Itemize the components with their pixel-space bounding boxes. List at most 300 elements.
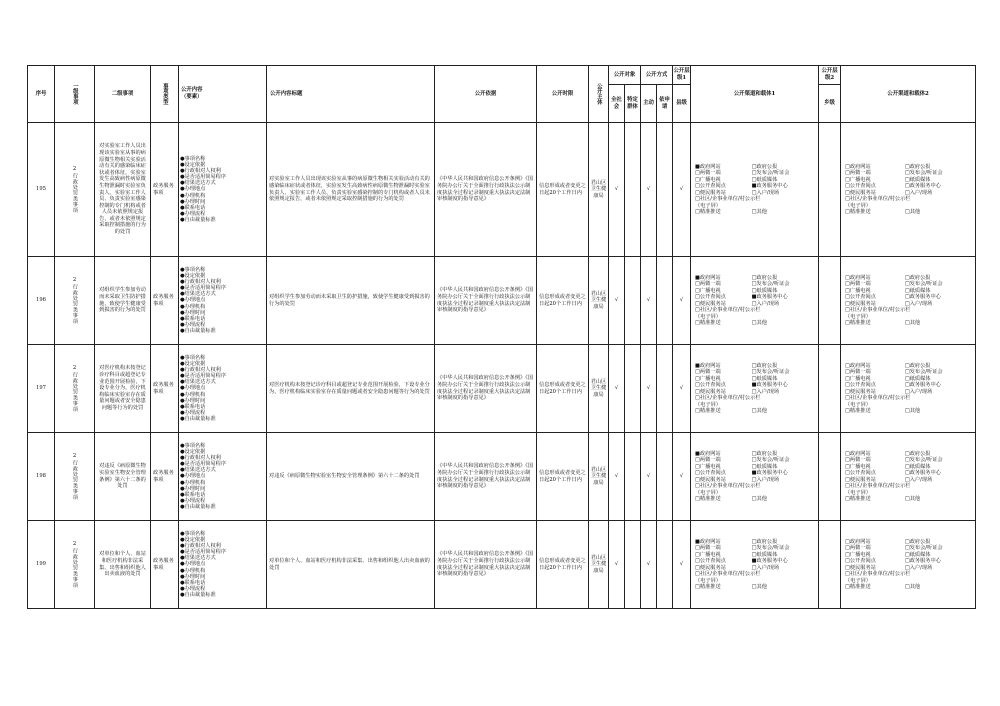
row-standard: 对医疗机构未按登记诊疗科目或超登记专业范围开展检验，下设专业分为，医疗机构临床实验室存在质量问题或者安全隐患问题等行为的处罚 <box>267 345 435 433</box>
content-item: ●自由裁量标准 <box>180 217 216 224</box>
header-level2-hdr: 公开层级2 <box>819 66 841 85</box>
channel-option: □其他 <box>751 496 767 502</box>
content-item: ●办理机构 <box>180 391 206 398</box>
header-level2: 二级事项 <box>95 66 151 123</box>
channel-option: □精准推送 <box>695 209 721 215</box>
content-item: ●事项名称 <box>180 354 206 361</box>
channel-option: □其他 <box>904 320 921 326</box>
channel-option: □纸质媒体 <box>904 287 931 294</box>
channel-option: □政府公报 <box>904 163 931 170</box>
channel-option: □其他 <box>904 496 921 502</box>
content-item: ●行政相对人权利 <box>180 454 221 461</box>
channel-option: □政府网站 <box>845 163 871 170</box>
channel-option: □广播电视 <box>695 176 721 183</box>
channel-option: □政府公报 <box>751 450 778 457</box>
row-level1: 2 行政处罚类事项 <box>55 433 95 521</box>
channel-option: （电子屏） <box>695 401 721 408</box>
row-method-apply <box>657 521 673 609</box>
content-item: ●自由裁量标准 <box>180 416 216 423</box>
channel-option: □社区/企事业单位/村公示栏 <box>845 483 911 489</box>
channel-option: □政府网站 <box>845 274 871 281</box>
channel-option: □广播电视 <box>845 551 871 558</box>
channel-option: □公开查阅点 <box>845 183 876 189</box>
channel-option: （电子屏） <box>695 489 721 496</box>
channel-option: □公开查阅点 <box>695 382 726 388</box>
content-item: ●是否适用简易程序 <box>180 174 227 181</box>
channel-option: ■政务服务中心 <box>751 470 788 476</box>
content-item: ●结果送达方式 <box>180 291 216 298</box>
channel-option: □政务服务中心 <box>904 558 941 564</box>
header-channel1: 公开渠道和载体1 <box>691 66 819 123</box>
row-method-apply <box>657 123 673 257</box>
channel-option: □公开查阅点 <box>695 470 726 476</box>
channel-option: □纸质媒体 <box>751 375 778 382</box>
channel-option: □政府公报 <box>751 163 778 170</box>
channel-option: □精准推送 <box>695 408 721 414</box>
header-subject: 公开主体 <box>589 66 609 123</box>
content-item: ●办理地点 <box>180 385 206 392</box>
row-standard: 对违反《病原微生物实验室生物安全管理条例》第六十二条的处罚 <box>267 433 435 521</box>
channel-option: ■政府网站 <box>695 538 721 545</box>
channel-option: ■政务服务中心 <box>751 294 788 300</box>
header-level1: 一级事项 <box>55 66 95 123</box>
content-item: ●办理机构 <box>180 303 206 310</box>
content-item: ●结果送达方式 <box>180 180 216 187</box>
row-object-specific <box>625 345 641 433</box>
channel-option: □其他 <box>751 209 767 215</box>
row-method-apply <box>657 257 673 345</box>
channel-option: □其他 <box>904 408 921 414</box>
header-standard: 公开内容标题 <box>267 66 435 123</box>
channel-option: □政府网站 <box>845 362 871 369</box>
row-county: √ <box>673 345 691 433</box>
row-township <box>819 257 841 345</box>
channel-option: □入户/现场 <box>751 189 780 196</box>
row-time: 信息形成或者变更之日起20个工作日内 <box>537 257 589 345</box>
row-county: √ <box>673 257 691 345</box>
channel-option: ■政府网站 <box>695 362 721 369</box>
channel-option: □公开查阅点 <box>695 558 726 564</box>
content-item: ●办理机构 <box>180 567 206 574</box>
content-item: ●办理流程 <box>180 498 206 505</box>
content-item: ●行政相对人权利 <box>180 366 221 373</box>
header-township: 乡级 <box>819 85 841 123</box>
content-item: ●行政相对人权利 <box>180 167 221 174</box>
row-level1: 2 行政处罚类事项 <box>55 123 95 257</box>
channel-option: □其他 <box>751 320 767 326</box>
channel-option: □便民服务站 <box>695 300 726 307</box>
channel-option: □两微一端 <box>695 369 721 375</box>
channel-option: □社区/企事业单位/村公示栏 <box>845 571 911 577</box>
content-item: ●设定依据 <box>180 448 206 455</box>
row-seq: 196 <box>28 257 55 345</box>
channel-option: □纸质媒体 <box>904 463 931 470</box>
row-channels2 <box>841 123 976 257</box>
header-object: 公开对象 <box>609 66 641 85</box>
channel-option: □发布会/听证会 <box>904 369 943 375</box>
row-standard: 对实验室工作人员出现该实验室从事的病原微生物相关实验活动有关的感染临床症状或者体征，实验室发生高致病性病原微生物泄漏时实验室负责人、实验室工作人员、负责实验室感染控制的专门机构或者人员未依照规定报告，或者未依照规定采取控制措施的行为的处罚 <box>267 123 435 257</box>
channel-option: □其他 <box>751 408 767 414</box>
content-item: ●办理流程 <box>180 410 206 417</box>
content-item: ●办理机构 <box>180 479 206 486</box>
row-level2: 对单位和个人、血站和医疗机构非法采集、出售和组织他人出卖血液的处罚 <box>95 521 151 609</box>
row-level2: 对实验室工作人员出现该实验室从事的病原微生物相关实验活动有关的感染临床症状或者体征，实验室发生高致病性病原微生物泄漏时实验室负责人、实验室工作人员、负责实验室感染控制的专门机构或者人员未依照规定报告，或者未依照规定采取控制措施的行为的处罚 <box>95 123 151 257</box>
row-type: 政务服务事项 <box>151 521 179 609</box>
content-item: ●是否适用简易程序 <box>180 285 227 292</box>
content-item: ●办理时间 <box>180 397 206 404</box>
row-level1: 2 行政处罚类事项 <box>55 521 95 609</box>
channel-option: □发布会/听证会 <box>904 281 943 287</box>
content-item: ●是否适用简易程序 <box>180 461 227 468</box>
row-channels1 <box>691 521 819 609</box>
content-item: ●联系电话 <box>180 579 206 586</box>
row-object-specific <box>625 433 641 521</box>
row-time: 信息形成或者变更之日起20个工作日内 <box>537 345 589 433</box>
row-method-apply <box>657 345 673 433</box>
row-object-specific <box>625 521 641 609</box>
row-object-specific <box>625 257 641 345</box>
channel-option: □入户/现场 <box>904 476 933 483</box>
channel-option: □公开查阅点 <box>845 382 876 388</box>
row-object-all: √ <box>609 123 625 257</box>
row-basis: 《中华人民共和国政府信息公开条例》《国务院办公厅关于全面推行行政执法公示制度执法全过程记录制度重大执法决定法制审核制度的指导意见》 <box>435 123 537 257</box>
content-item: ●办理流程 <box>180 322 206 329</box>
channel-option: □两微一端 <box>695 281 721 287</box>
row-channels1 <box>691 257 819 345</box>
content-item: ●行政相对人权利 <box>180 278 221 285</box>
channel-option: □社区/企事业单位/村公示栏 <box>845 196 911 202</box>
content-item: ●自由裁量标准 <box>180 592 216 599</box>
header-seq: 序号 <box>28 66 55 123</box>
channel-option: □政府公报 <box>904 274 931 281</box>
channel-option: □政府网站 <box>845 538 871 545</box>
row-township <box>819 123 841 257</box>
channel-option: □政务服务中心 <box>904 294 941 300</box>
content-item: ●行政相对人权利 <box>180 542 221 549</box>
channel-option: □两微一端 <box>695 170 721 176</box>
header-channel2: 公开渠道和载体2 <box>841 66 976 123</box>
row-object-all: √ <box>609 521 625 609</box>
channel-option: （电子屏） <box>695 577 721 584</box>
channel-option: □纸质媒体 <box>904 375 931 382</box>
header-type: 事项类型 <box>151 66 179 123</box>
row-content-items <box>179 123 267 257</box>
channel-option: □政务服务中心 <box>904 183 941 189</box>
channel-option: □入户/现场 <box>904 388 933 395</box>
channel-option: □两微一端 <box>695 457 721 463</box>
channel-option: ■政府网站 <box>695 274 721 281</box>
row-standard: 对组织学生参加劳动而未采取卫生防护措施，致使学生健康受到损害的行为的处罚 <box>267 257 435 345</box>
content-item: ●联系电话 <box>180 403 206 410</box>
channel-option: □政务服务中心 <box>904 470 941 476</box>
content-item: ●办理时间 <box>180 573 206 580</box>
table-row <box>28 433 976 521</box>
channel-option: ■政务服务中心 <box>751 183 788 189</box>
channel-option: □两微一端 <box>845 281 871 287</box>
row-county: √ <box>673 123 691 257</box>
row-object-specific <box>625 123 641 257</box>
channel-option: □广播电视 <box>845 463 871 470</box>
channel-option: □两微一端 <box>845 545 871 551</box>
channel-option: □入户/现场 <box>751 388 780 395</box>
header-object-all: 全社会 <box>609 85 625 123</box>
channel-option: □社区/企事业单位/村公示栏 <box>695 483 761 489</box>
header-time: 公开时限 <box>537 66 589 123</box>
channel-option: □入户/现场 <box>751 300 780 307</box>
channel-option: □入户/现场 <box>751 476 780 483</box>
content-item: ●事项名称 <box>180 266 206 273</box>
content-item: ●设定依据 <box>180 360 206 367</box>
channel-option: □公开查阅点 <box>845 294 876 300</box>
channel-option: □精准推送 <box>695 496 721 502</box>
channel-option: □精准推送 <box>845 408 871 414</box>
channel-option: □公开查阅点 <box>695 183 726 189</box>
content-item: ●办理时间 <box>180 309 206 316</box>
table-row <box>28 345 976 433</box>
row-time: 信息形成或者变更之日起20个工作日内 <box>537 123 589 257</box>
row-level2: 对违反《病原微生物实验室生物安全管理条例》第六十二条的处罚 <box>95 433 151 521</box>
channel-option: □两微一端 <box>845 457 871 463</box>
row-county: √ <box>673 521 691 609</box>
channel-option: □精准推送 <box>845 584 871 590</box>
content-item: ●自由裁量标准 <box>180 328 216 335</box>
row-basis: 《中华人民共和国政府信息公开条例》《国务院办公厅关于全面推行行政执法公示制度执法全过程记录制度重大执法决定法制审核制度的指导意见》 <box>435 521 537 609</box>
channel-option: □便民服务站 <box>845 388 876 395</box>
channel-option: □社区/企事业单位/村公示栏 <box>695 571 761 577</box>
channel-option: □广播电视 <box>695 551 721 558</box>
content-item: ●办理地点 <box>180 561 206 568</box>
table-row <box>28 257 976 345</box>
header-content: 公开内容 （要素） <box>179 66 267 123</box>
channel-option: □纸质媒体 <box>904 176 931 183</box>
channel-option: （电子屏） <box>845 313 871 320</box>
row-level2: 对组织学生参加劳动而未采取卫生防护措施，致使学生健康受到损害的行为的处罚 <box>95 257 151 345</box>
channel-option: □便民服务站 <box>845 476 876 483</box>
table-row <box>28 123 976 257</box>
row-content-items <box>179 521 267 609</box>
content-item: ●是否适用简易程序 <box>180 549 227 556</box>
row-type: 政务服务事项 <box>151 257 179 345</box>
channel-option: □政府公报 <box>904 450 931 457</box>
channel-option: □广播电视 <box>695 463 721 470</box>
content-item: ●自由裁量标准 <box>180 504 216 511</box>
row-method-active: √ <box>641 345 657 433</box>
channel-option: □入户/现场 <box>904 300 933 307</box>
channel-option: □公开查阅点 <box>695 294 726 300</box>
row-subject: 君山区卫生健康局 <box>589 345 609 433</box>
content-item: ●办理地点 <box>180 186 206 193</box>
row-method-apply <box>657 433 673 521</box>
channel-option: □公开查阅点 <box>845 470 876 476</box>
header-basis: 公开依据 <box>435 66 537 123</box>
channel-option: □发布会/听证会 <box>751 281 790 287</box>
content-item: ●联系电话 <box>180 315 206 322</box>
channel-option: □精准推送 <box>845 496 871 502</box>
content-item: ●联系电话 <box>180 491 206 498</box>
row-subject: 君山区卫生健康局 <box>589 521 609 609</box>
row-level1: 2 行政处罚类事项 <box>55 345 95 433</box>
channel-option: □广播电视 <box>845 176 871 183</box>
content-item: ●办理时间 <box>180 485 206 492</box>
row-basis: 《中华人民共和国政府信息公开条例》《国务院办公厅关于全面推行行政执法公示制度执法全过程记录制度重大执法决定法制审核制度的指导意见》 <box>435 257 537 345</box>
row-channels1 <box>691 433 819 521</box>
channel-option: □精准推送 <box>845 209 871 215</box>
channel-option: □便民服务站 <box>845 564 876 571</box>
row-county: √ <box>673 433 691 521</box>
content-item: ●设定依据 <box>180 161 206 168</box>
content-item: ●设定依据 <box>180 536 206 543</box>
channel-option: □入户/现场 <box>904 564 933 571</box>
channel-option: □政府公报 <box>751 538 778 545</box>
channel-option: □便民服务站 <box>845 300 876 307</box>
header-method-apply: 依申请 <box>657 85 673 123</box>
row-subject: 君山区卫生健康局 <box>589 123 609 257</box>
row-type: 政务服务事项 <box>151 433 179 521</box>
content-item: ●联系电话 <box>180 204 206 211</box>
content-item: ●办理地点 <box>180 473 206 480</box>
row-channels1 <box>691 123 819 257</box>
header-object-specific: 特定群体 <box>625 85 641 123</box>
channel-option: □纸质媒体 <box>904 551 931 558</box>
content-item: ●结果送达方式 <box>180 467 216 474</box>
channel-option: （电子屏） <box>845 401 871 408</box>
row-method-active: √ <box>641 123 657 257</box>
channel-option: □入户/现场 <box>904 189 933 196</box>
row-township <box>819 521 841 609</box>
row-content-items <box>179 345 267 433</box>
channel-option: □广播电视 <box>845 287 871 294</box>
channel-option: □发布会/听证会 <box>751 545 790 551</box>
row-method-active: √ <box>641 521 657 609</box>
channel-option: □其他 <box>904 209 921 215</box>
channel-option: □社区/企事业单位/村公示栏 <box>695 395 761 401</box>
channel-option: □纸质媒体 <box>751 463 778 470</box>
channel-option: □便民服务站 <box>695 476 726 483</box>
row-channels2 <box>841 345 976 433</box>
row-seq: 197 <box>28 345 55 433</box>
channel-option: □精准推送 <box>845 320 871 326</box>
channel-option: （电子屏） <box>845 489 871 496</box>
row-level2: 对医疗机构未按登记诊疗科目或超登记专业范围开展检验，下设专业分为，医疗机构临床实验室存在质量问题或者安全隐患问题等行为的处罚 <box>95 345 151 433</box>
channel-option: □广播电视 <box>695 375 721 382</box>
row-channels2 <box>841 433 976 521</box>
row-subject: 君山区卫生健康局 <box>589 257 609 345</box>
channel-option: □便民服务站 <box>695 189 726 196</box>
row-channels2 <box>841 257 976 345</box>
channel-option: □发布会/听证会 <box>904 170 943 176</box>
row-object-all: √ <box>609 345 625 433</box>
row-time: 信息形成或者变更之日起20个工作日内 <box>537 433 589 521</box>
row-time: 信息形成或者变更之日起20个工作日内 <box>537 521 589 609</box>
content-item: ●办理流程 <box>180 211 206 218</box>
table-row <box>28 521 976 609</box>
row-method-active: √ <box>641 257 657 345</box>
channel-option: □社区/企事业单位/村公示栏 <box>695 196 761 202</box>
channel-option: （电子屏） <box>695 313 721 320</box>
row-type: 政务服务事项 <box>151 345 179 433</box>
disclosure-table <box>27 65 976 609</box>
row-object-all: √ <box>609 257 625 345</box>
content-item: ●事项名称 <box>180 530 206 537</box>
channel-option: □政务服务中心 <box>904 382 941 388</box>
row-township <box>819 433 841 521</box>
content-item: ●办理时间 <box>180 198 206 205</box>
channel-option: □纸质媒体 <box>751 176 778 183</box>
row-basis: 《中华人民共和国政府信息公开条例》《国务院办公厅关于全面推行行政执法公示制度执法全过程记录制度重大执法决定法制审核制度的指导意见》 <box>435 433 537 521</box>
channel-option: □发布会/听证会 <box>751 170 790 176</box>
content-item: ●是否适用简易程序 <box>180 373 227 380</box>
row-content-items <box>179 433 267 521</box>
row-type: 政务服务事项 <box>151 123 179 257</box>
row-channels1 <box>691 345 819 433</box>
channel-option: □公开查阅点 <box>845 558 876 564</box>
row-seq: 199 <box>28 521 55 609</box>
channel-option: □发布会/听证会 <box>904 545 943 551</box>
channel-option: （电子屏） <box>845 577 871 584</box>
row-township <box>819 345 841 433</box>
channel-option: □两微一端 <box>845 170 871 176</box>
channel-option: ■政务服务中心 <box>751 558 788 564</box>
content-item: ●设定依据 <box>180 272 206 279</box>
row-method-active: √ <box>641 433 657 521</box>
channel-option: □其他 <box>904 584 921 590</box>
channel-option: □政府公报 <box>751 274 778 281</box>
channel-option: □两微一端 <box>845 369 871 375</box>
channel-option: □便民服务站 <box>695 388 726 395</box>
channel-option: ■政府网站 <box>695 163 721 170</box>
channel-option: □纸质媒体 <box>751 287 778 294</box>
row-object-all: √ <box>609 433 625 521</box>
channel-option: □政府公报 <box>904 538 931 545</box>
header-method: 公开方式 <box>641 66 673 85</box>
content-item: ●办理机构 <box>180 192 206 199</box>
content-item: ●事项名称 <box>180 442 206 449</box>
content-item: ●结果送达方式 <box>180 555 216 562</box>
channel-option: □社区/企事业单位/村公示栏 <box>695 307 761 313</box>
header-county: 县级 <box>673 85 691 123</box>
channel-option: □精准推送 <box>695 584 721 590</box>
row-content-items <box>179 257 267 345</box>
row-level1: 2 行政处罚类事项 <box>55 257 95 345</box>
content-item: ●事项名称 <box>180 155 206 162</box>
channel-option: □便民服务站 <box>695 564 726 571</box>
channel-option: □发布会/听证会 <box>904 457 943 463</box>
channel-option: □政府网站 <box>845 450 871 457</box>
channel-option: □便民服务站 <box>845 189 876 196</box>
content-item: ●办理地点 <box>180 297 206 304</box>
row-subject: 君山区卫生健康局 <box>589 433 609 521</box>
content-item: ●结果送达方式 <box>180 379 216 386</box>
channel-option: （电子屏） <box>845 202 871 209</box>
channel-option: ■政府网站 <box>695 450 721 457</box>
content-item: ●办理流程 <box>180 586 206 593</box>
channel-option: □政府公报 <box>904 362 931 369</box>
row-basis: 《中华人民共和国政府信息公开条例》《国务院办公厅关于全面推行行政执法公示制度执法全过程记录制度重大执法决定法制审核制度的指导意见》 <box>435 345 537 433</box>
channel-option: □社区/企事业单位/村公示栏 <box>845 307 911 313</box>
channel-option: （电子屏） <box>695 202 721 209</box>
row-seq: 195 <box>28 123 55 257</box>
row-channels2 <box>841 521 976 609</box>
header-level1-hdr: 公开层级1 <box>673 66 691 85</box>
channel-option: ■政务服务中心 <box>751 382 788 388</box>
row-seq: 198 <box>28 433 55 521</box>
channel-option: □广播电视 <box>695 287 721 294</box>
channel-option: □广播电视 <box>845 375 871 382</box>
row-standard: 对单位和个人、血站和医疗机构非法采集、出售和组织他人出卖血液的处罚 <box>267 521 435 609</box>
channel-option: □两微一端 <box>695 545 721 551</box>
channel-option: □入户/现场 <box>751 564 780 571</box>
channel-option: □发布会/听证会 <box>751 369 790 375</box>
